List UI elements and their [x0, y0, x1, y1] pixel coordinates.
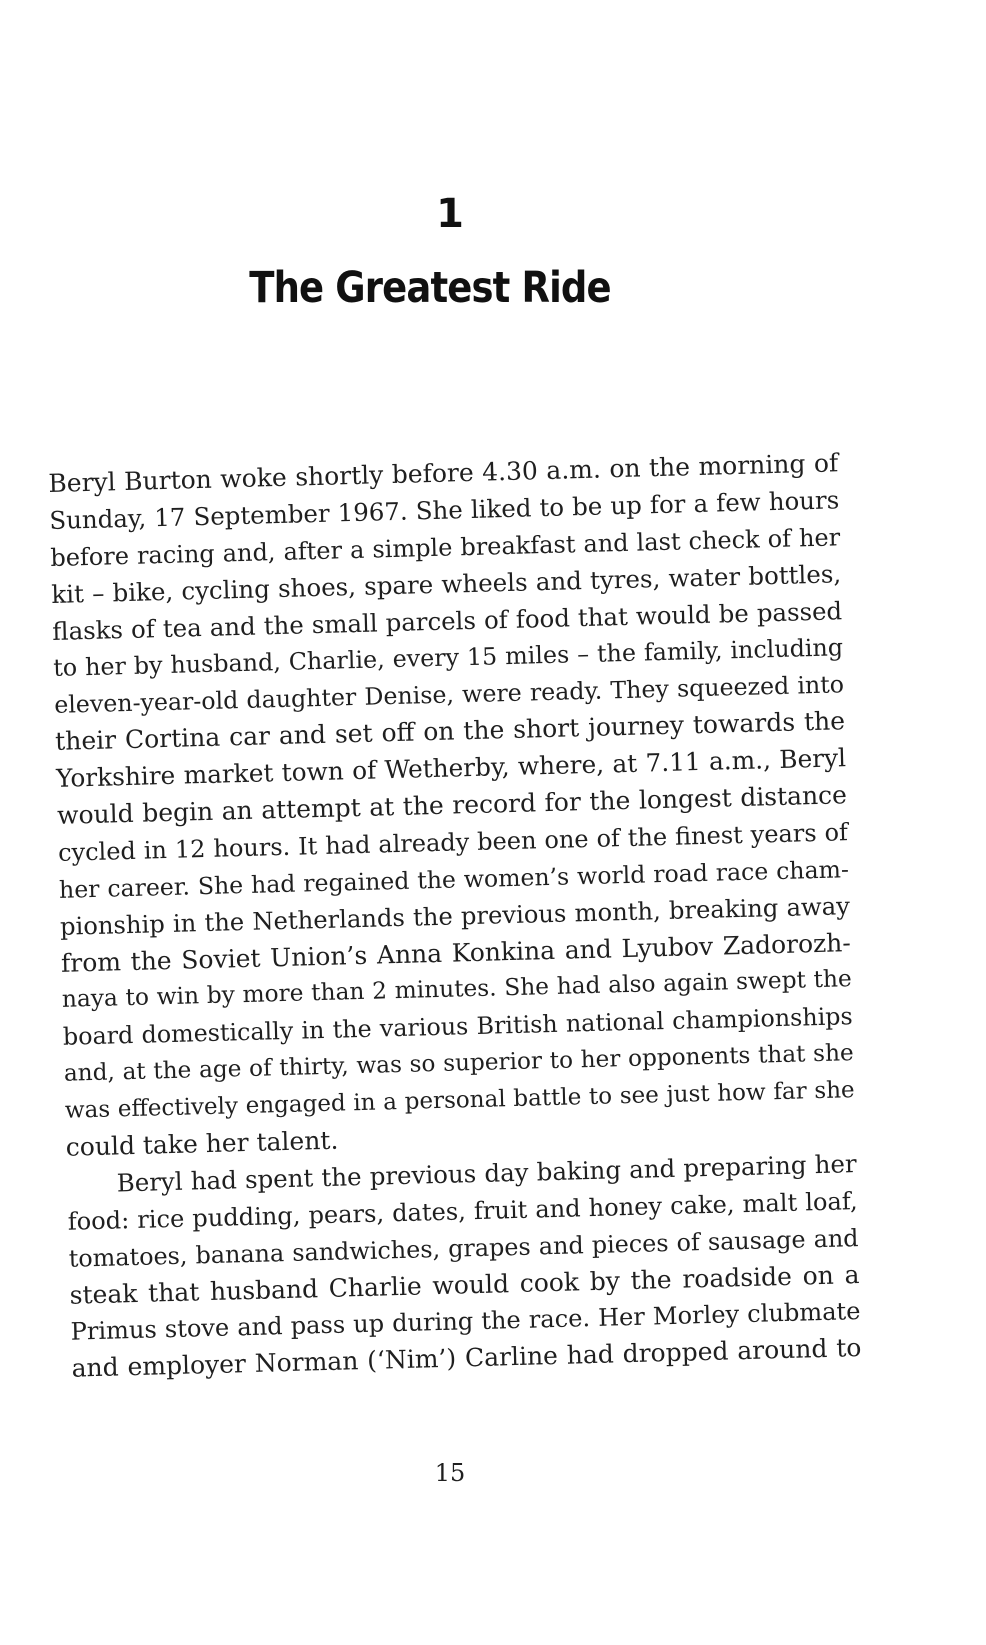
- text-line: eleven-year-old daughter Denise, were ready. They squeezed into: [53, 670, 845, 720]
- text-line: food: rice pudding, pears, dates, fruit and honey cake, malt loaf,: [67, 1186, 858, 1236]
- text-line: Beryl Burton woke shortly before 4.30 a.m. on the morning of: [48, 448, 839, 498]
- body-text: [48, 445, 862, 1388]
- chapter-number: 1: [436, 191, 464, 237]
- text-line: to her by husband, Charlie, every 15 miles – the family, including: [52, 633, 844, 683]
- text-line: pionship in the Netherlands the previous month, breaking away: [59, 891, 851, 941]
- text-line: cycled in 12 hours. It had already been one of the finest years of: [57, 818, 849, 867]
- text-line: and, at the age of thirty, was so superior to her opponents that she: [63, 1039, 854, 1088]
- text-line: board domestically in the various British national championships: [62, 1002, 854, 1052]
- paragraph: [66, 1146, 862, 1388]
- text-line: and employer Norman (‘Nim’) Carline had dropped around to: [71, 1333, 862, 1384]
- text-line: steak that husband Charlie would cook by the roadside on a: [69, 1259, 860, 1310]
- text-line: from the Soviet Union’s Anna Konkina and Lyubov Zadorozh-: [60, 927, 852, 978]
- text-line: Primus stove and pass up during the race. Her Morley clubmate: [70, 1297, 861, 1347]
- text-line: could take her talent.: [65, 1125, 339, 1162]
- text-line: Yorkshire market town of Wetherby, where, at 7.11 a.m., Beryl: [55, 743, 847, 794]
- text-line: Beryl had spent the previous day baking and preparing her: [116, 1149, 857, 1198]
- text-line: their Cortina car and set off on the short journey towards the: [54, 706, 846, 757]
- text-line: Sunday, 17 September 1967. She liked to be up for a few hours: [49, 485, 840, 535]
- text-line: her career. She had regained the women’s world road race cham-: [58, 854, 850, 904]
- text-line: would begin an attempt at the record for the longest distance: [56, 780, 848, 830]
- text-line: naya to win by more than 2 minutes. She had also again swept the: [61, 965, 853, 1014]
- chapter-title: The Greatest Ride: [249, 263, 611, 313]
- text-line: tomatoes, banana sandwiches, grapes and pieces of sausage and: [68, 1223, 859, 1273]
- paragraph: [48, 445, 856, 1166]
- text-line: flasks of tea and the small parcels of food that would be passed: [51, 595, 843, 646]
- text-line: kit – bike, cycling shoes, spare wheels and tyres, water bottles,: [50, 558, 842, 609]
- text-line: was effectively engaged in a personal battle to see just how far she: [64, 1077, 855, 1124]
- text-line: before racing and, after a simple breakfast and last check of her: [50, 523, 841, 572]
- page-number: 15: [434, 1459, 466, 1487]
